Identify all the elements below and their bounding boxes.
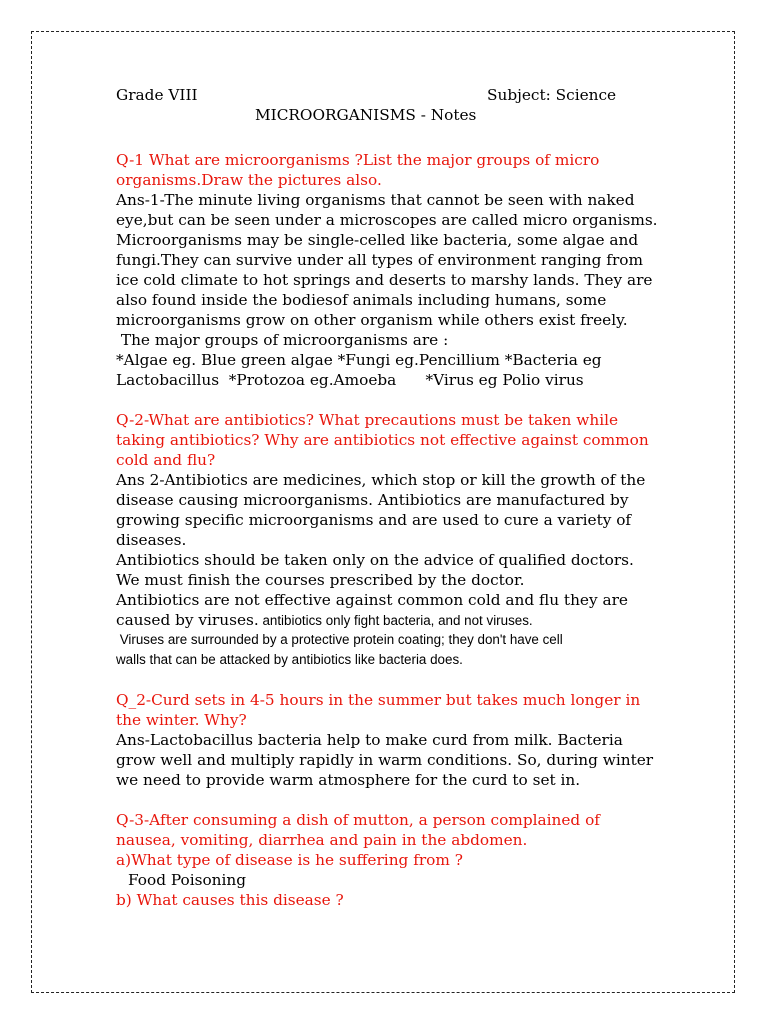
answer-line: Microorganisms may be single-celled like bacteria, some algae and (116, 231, 639, 249)
grade-label: Grade VIII (116, 86, 198, 104)
answer-line: The major groups of microorganisms are : (116, 331, 449, 349)
answer-line: we need to provide warm atmosphere for the curd to set in. (116, 771, 581, 789)
answer-line: Ans-1-The minute living organisms that cannot be seen with naked (116, 191, 635, 209)
answer-line: Lactobacillus *Protozoa eg.Amoeba *Virus eg Polio virus (116, 371, 584, 389)
answer-line: Viruses are surrounded by a protective protein coating; they don't have cell (116, 632, 563, 647)
question-line: the winter. Why? (116, 711, 247, 729)
subject-label: Subject: Science (487, 86, 617, 104)
spacer (116, 390, 656, 410)
answer-line: We must finish the courses prescribed by the doctor. (116, 571, 525, 589)
header-row (116, 85, 656, 105)
question-4 (116, 810, 656, 870)
sub-question-b: b) What causes this disease ? (116, 891, 344, 909)
answer-line-mixed (116, 610, 656, 630)
question-line: Q-2-What are antibiotics? What precautions must be taken while (116, 411, 619, 429)
answer-line: grow well and multiply rapidly in warm conditions. So, during winter (116, 751, 654, 769)
answer-line: *Algae eg. Blue green algae *Fungi eg.Pencillium *Bacteria eg (116, 351, 602, 369)
question-3 (116, 690, 656, 730)
answer-line: fungi.They can survive under all types of environment ranging from (116, 251, 643, 269)
document-body (116, 85, 656, 910)
answer-line: Ans 2-Antibiotics are medicines, which stop or kill the growth of the (116, 471, 646, 489)
spacer (116, 670, 656, 690)
sub-answer-a: Food Poisoning (128, 871, 247, 889)
answer-line: walls that can be attacked by antibiotics like bacteria does. (116, 652, 463, 667)
question-line: taking antibiotics? Why are antibiotics not effective against common (116, 431, 649, 449)
sub-question-a: a)What type of disease is he suffering from ? (116, 851, 463, 869)
answer-2 (116, 470, 656, 670)
answer-line: diseases. (116, 531, 187, 549)
answer-line: disease causing microorganisms. Antibiotics are manufactured by (116, 491, 629, 509)
answer-line: ice cold climate to hot springs and deserts to marshy lands. They are (116, 271, 653, 289)
question-line: nausea, vomiting, diarrhea and pain in the abdomen. (116, 831, 528, 849)
answer-line: also found inside the bodiesof animals including humans, some (116, 291, 607, 309)
answer-line: growing specific microorganisms and are used to cure a variety of (116, 511, 632, 529)
answer-line: Antibiotics are not effective against common cold and flu they are (116, 591, 628, 609)
answer-text: caused by viruses. (116, 611, 259, 629)
spacer (116, 790, 656, 810)
question-line: Q-1 What are microorganisms ?List the major groups of micro (116, 151, 600, 169)
question-1 (116, 150, 656, 190)
question-line: organisms.Draw the pictures also. (116, 171, 382, 189)
question-line: Q_2-Curd sets in 4-5 hours in the summer but takes much longer in (116, 691, 641, 709)
answer-3 (116, 730, 656, 790)
answer-line: microorganisms grow on other organism while others exist freely. (116, 311, 628, 329)
question-2 (116, 410, 656, 470)
answer-1 (116, 190, 656, 390)
answer-line: Ans-Lactobacillus bacteria help to make curd from milk. Bacteria (116, 731, 623, 749)
document-title: MICROORGANISMS - Notes (255, 106, 477, 124)
answer-line: Antibiotics should be taken only on the advice of qualified doctors. (116, 551, 634, 569)
answer-line: eye,but can be seen under a microscopes are called micro organisms. (116, 211, 658, 229)
question-line: Q-3-After consuming a dish of mutton, a person complained of (116, 811, 600, 829)
question-line: cold and flu? (116, 451, 216, 469)
answer-text: antibiotics only fight bacteria, and not viruses. (258, 613, 533, 628)
